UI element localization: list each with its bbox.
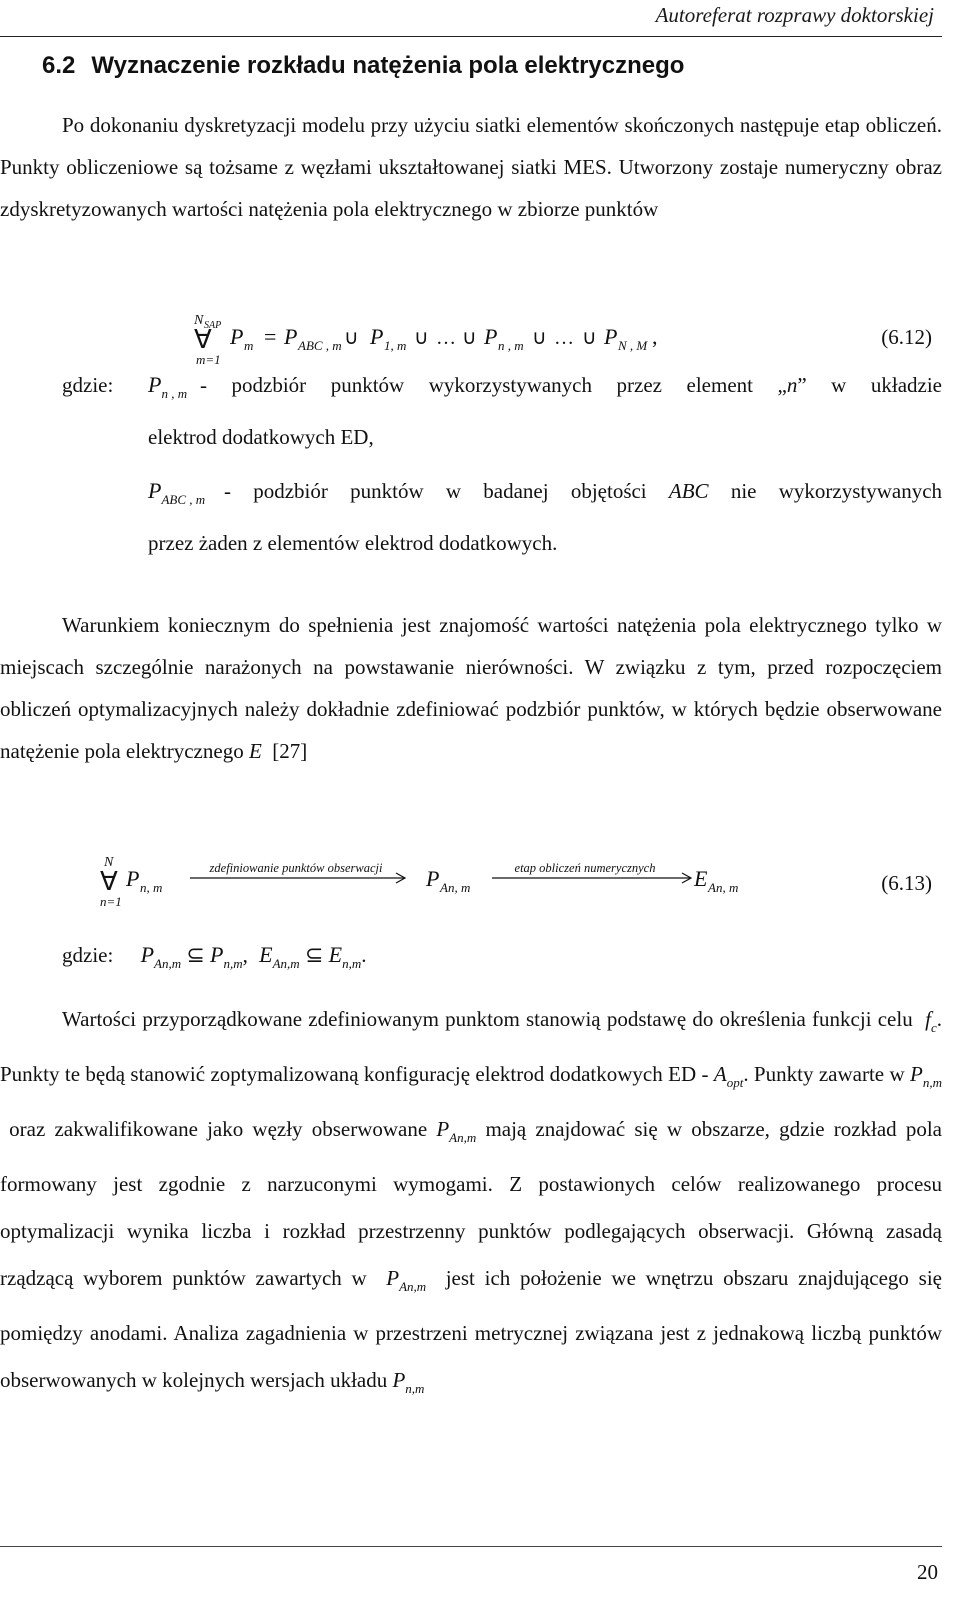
eq613-arrow1-label: zdefiniowanie punktów obserwacji [209, 861, 383, 875]
section-number: 6.2 [42, 52, 76, 79]
gdzie-label-2: gdzie: [62, 943, 114, 967]
eq612-cup-1: ∪ [344, 327, 359, 349]
definition-row-pnm-cont: elektrod dodatkowych ED, [148, 425, 374, 449]
inline-Pnm-2: $P_{n,m}$ [392, 1368, 425, 1396]
eq612-upper-limit: N [194, 313, 204, 328]
citation: [27] [272, 739, 308, 763]
eq612-definitions [62, 364, 942, 564]
inline-fc: $f_c$ [925, 1007, 937, 1035]
footer-rule [0, 1546, 942, 1547]
definition-row-pabc-cont: przez żaden z elementów elektrod dodatkowych. [148, 531, 558, 555]
eq612-dots-1: … [436, 327, 456, 349]
eq612-lower-limit: m=1 [196, 352, 221, 367]
section-title: Wyznaczenie rozkładu natężenia pola elektrycznego [91, 52, 685, 79]
eq612-cup-2: ∪ [414, 327, 429, 349]
eq612-dots-2: … [554, 327, 574, 349]
equation-6-13 [0, 846, 942, 912]
page-number: 20 [917, 1560, 938, 1584]
inline-PAnm-2: $P_{An,m}$ [386, 1266, 427, 1294]
equation-6-12 [0, 300, 942, 370]
eq612-cup-4: ∪ [532, 327, 547, 349]
p3-text-d: oraz zakwalifikowane jako węzły obserwowane [9, 1117, 428, 1141]
subset-symbol-2: ⊆ [304, 942, 324, 967]
eq613-P-A: P [426, 866, 440, 891]
paragraph-intro [0, 104, 942, 230]
eq612-cup-3: ∪ [462, 327, 477, 349]
p3-text-e: mają znajdować się w obszarze, gdzie rozkład pola formowany jest zgodnie z narzuconymi wymogami. Z postawionych celów realizowanego procesu optymalizacji wynika liczba i rozkład przestrzenny punktów podlegających obserwacji. Główną zasadą rządzącą wyborem punktów zawartych w [0, 1117, 943, 1290]
eq613-P: P [126, 866, 140, 891]
section-heading [42, 52, 684, 80]
eq612-comma: , [652, 324, 658, 349]
p3-text-f: jest ich położenie we wnętrzu obszaru znajdującego się pomiędzy anodami. Analiza zagadnienia w przestrzeni metrycznej związana jest z jednakową liczbą punktów obserwowanych w kolejnych wersjach układu [0, 1266, 943, 1392]
definition-row-pnm [62, 364, 942, 406]
where-P-nm: $P_{n,m}$ [210, 942, 243, 971]
eq612-P-n: P [484, 324, 498, 349]
subset-symbol-1: ⊆ [186, 942, 205, 967]
eq612-equals: = [264, 324, 277, 349]
eq613-forall: ∀ [100, 867, 118, 896]
def-symbol-pnm: $P_{n , m}$ [148, 372, 188, 401]
eq612-P-1: P [370, 324, 384, 349]
gdzie-label: gdzie: [62, 373, 114, 397]
eq612-P-m: P [230, 324, 244, 349]
eq612-forall: ∀ [194, 325, 212, 354]
running-header: Autoreferat rozprawy doktorskiej [655, 3, 934, 27]
def-text-pnm: - podzbiór punktów wykorzystywanych przez element „n” w układzie [200, 373, 942, 397]
eq613-sub-nm: n, m [140, 880, 163, 895]
inline-Pnm: $P_{n,m}$ [910, 1062, 942, 1090]
eq613-sub-Anm: An, m [440, 880, 471, 895]
eq612-label: (6.12) [881, 325, 932, 349]
paragraph-objective [0, 996, 942, 1412]
eq612-sub-m: m [244, 338, 254, 353]
eq612-upper-limit-sub: SAP [204, 320, 222, 331]
eq612-P-N: P [604, 324, 618, 349]
p3-text-a: Wartości przyporządkowane zdefiniowanym punktom stanowią podstawę do określenia funkcji celu [62, 1007, 913, 1031]
def-text-pabc: - podzbiór punktów w badanej objętości ABC nie wykorzystywanych [224, 479, 943, 503]
eq613-definitions: gdzie: $P_{An,m}$ ⊆ $P_{n,m}$, $E_{An,m}$ ⊆ $E_{n,m}$. [62, 942, 367, 971]
eq612-sub-NM: N , M [618, 338, 648, 353]
p3-text-b: . Punkty te będą stanowić zoptymalizowaną konfigurację elektrod dodatkowych ED - [0, 1007, 942, 1086]
paragraph-intro-text: Po dokonaniu dyskretyzacji modelu przy użyciu siatki elementów skończonych następuje etap obliczeń. Punkty obliczeniowe są tożsame z węzłami ukształtowanej siatki MES. Utworzony zostaje numeryczny obraz zdyskretyzowanych wartości natężenia pola elektrycznego w zbiorze punktów [0, 113, 942, 221]
eq612-sub-1m: 1, m [384, 338, 407, 353]
where-E-nm: $E_{n,m}$ [328, 942, 362, 971]
paragraph-conditions [0, 604, 942, 772]
p3-text-c: . Punkty zawarte w [743, 1062, 905, 1086]
eq612-P-abc: P [284, 324, 298, 349]
inline-Aopt: $A_{opt}$ [713, 1062, 744, 1090]
where-P-Anm: $P_{An,m}$ [140, 942, 182, 971]
eq613-arrow2-label: etap obliczeń numerycznych [514, 861, 656, 875]
eq613-label: (6.13) [881, 871, 932, 895]
paragraph-conditions-text: Warunkiem koniecznym do spełnienia jest znajomość wartości natężenia pola elektrycznego tylko w miejscach szczególnie narażonych na powstawanie nierówności. W związku z tym, przed rozpoczęciem obliczeń optymalizacyjnych należy dokładnie zdefiniować podzbiór punktów, w których będzie obserwowane natężenie pola elektrycznego [0, 613, 942, 763]
definition-row-pabc [62, 470, 942, 512]
eq613-sub-Anm-E: An, m [708, 880, 739, 895]
eq612-sub-abc: ABC , m [298, 338, 342, 353]
where-E-Anm: $E_{An,m}$ [259, 942, 300, 971]
inline-PAnm: $P_{An,m}$ [436, 1117, 477, 1145]
eq613-E: E [694, 866, 708, 891]
eq613-lower-limit: n=1 [100, 894, 122, 909]
def-symbol-pabc: $P_{ABC , m}$ [148, 478, 206, 507]
header-rule [0, 36, 942, 37]
inline-symbol-E: E [248, 739, 262, 763]
eq613-upper-limit: N [104, 855, 114, 870]
eq612-cup-5: ∪ [582, 327, 597, 349]
eq612-sub-nm: n , m [498, 338, 524, 353]
